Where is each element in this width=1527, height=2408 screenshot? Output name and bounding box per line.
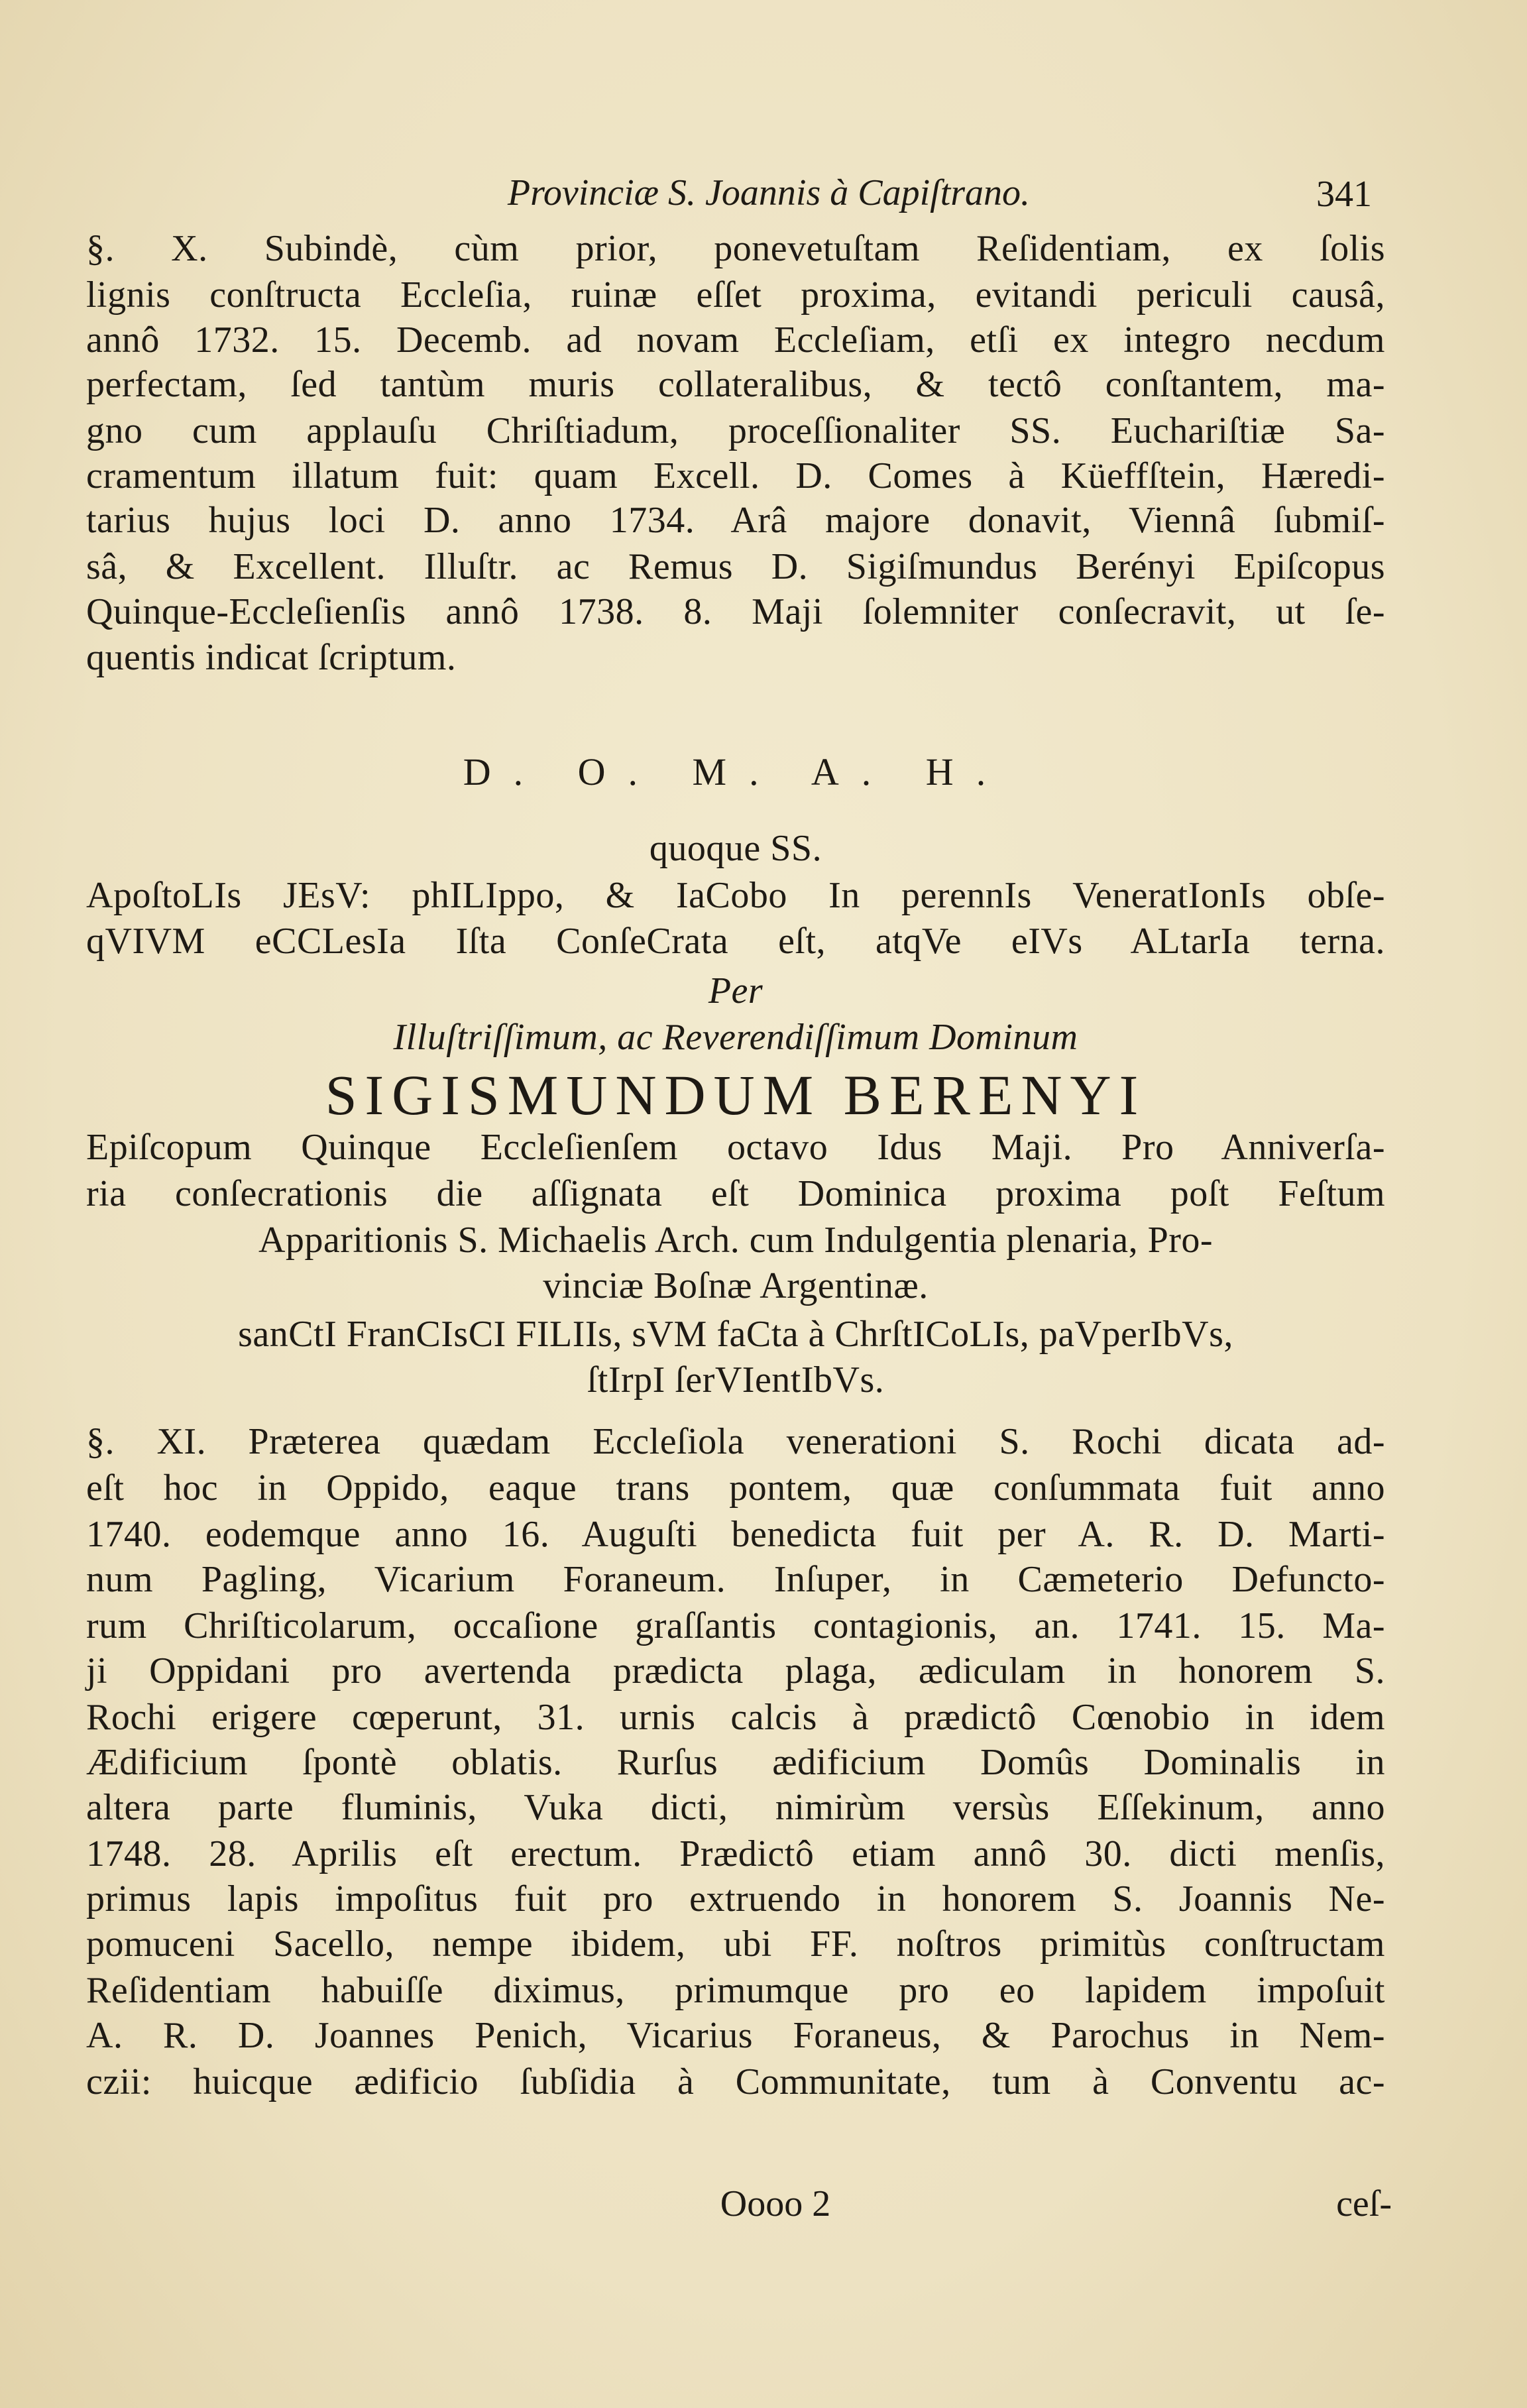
text-line: D. O. M. A. H. xyxy=(463,750,1009,793)
page-number: 341 xyxy=(1316,174,1372,215)
text-line: quentis indicat ſcriptum. xyxy=(86,637,457,678)
text-line: Reſidentiam habuiſſe diximus, primumque pro eo lapidem impoſuit xyxy=(86,1970,1385,2011)
text-line: 1740. eodemque anno 16. Auguſti benedicta fuit per A. R. D. Marti- xyxy=(86,1514,1385,1555)
text-line: altera parte fluminis, Vuka dicti, nimirùm versùs Eſſekinum, anno xyxy=(86,1787,1385,1828)
text-line: gno cum applauſu Chriſtiadum, proceſſionaliter SS. Euchariſtiæ Sa- xyxy=(86,410,1385,451)
text-line: SIGISMUNDUM BERENYI xyxy=(325,1063,1147,1127)
text-line: vinciæ Boſnæ Argentinæ. xyxy=(543,1265,929,1306)
text-line: A. R. D. Joannes Penich, Vicarius Foraneus, & Parochus in Nem- xyxy=(86,2015,1385,2056)
text-line: ria conſecrationis die aſſignata eſt Dominica proxima poſt Feſtum xyxy=(86,1173,1385,1214)
running-title: Provinciæ S. Joannis à Capiſtrano. xyxy=(507,172,1031,213)
text-line: Rochi erigere cœperunt, 31. urnis calcis à prædictô Cœnobio in idem xyxy=(86,1697,1385,1738)
text-line: sanCtI FranCIsCI FILIIs, sVM faCta à ChrſtICoLIs, paVperIbVs, xyxy=(238,1314,1233,1355)
text-line: ſtIrpI ſerVIentIbVs. xyxy=(587,1359,885,1401)
text-line: Illuſtriſſimum, ac Reverendiſſimum Dominum xyxy=(393,1017,1078,1058)
text-line: Ædificium ſpontè oblatis. Rurſus ædificium Domûs Dominalis in xyxy=(86,1742,1385,1783)
text-line: eſt hoc in Oppido, eaque trans pontem, quæ conſummata fuit anno xyxy=(86,1467,1385,1509)
text-line: §. XI. Præterea quædam Eccleſiola venerationi S. Rochi dicata ad- xyxy=(86,1421,1385,1462)
text-line: Per xyxy=(708,970,764,1011)
text-line: perfectam, ſed tantùm muris collateralibus, & tectô conſtantem, ma- xyxy=(86,364,1385,405)
text-line: qVIVM eCCLesIa Iſta ConſeCrata eſt, atqVe eIVs ALtarIa terna. xyxy=(86,921,1385,962)
text-line: 1748. 28. Aprilis eſt erectum. Prædictô etiam annô 30. dicti menſis, xyxy=(86,1833,1385,1874)
text-line: §. X. Subindè, cùm prior, ponevetuſtam Reſidentiam, ex ſolis xyxy=(86,228,1385,269)
text-line: lignis conſtructa Eccleſia, ruinæ eſſet proxima, evitandi periculi causâ, xyxy=(86,274,1385,315)
text-line: cramentum illatum fuit: quam Excell. D. Comes à Küeffſtein, Hæredi- xyxy=(86,455,1385,496)
text-line: Apparitionis S. Michaelis Arch. cum Indulgentia plenaria, Pro- xyxy=(258,1220,1214,1261)
catchword: ceſ- xyxy=(1336,2183,1392,2224)
text-line: primus lapis impoſitus fuit pro extruendo in honorem S. Joannis Ne- xyxy=(86,1878,1385,1920)
text-line: annô 1732. 15. Decemb. ad novam Eccleſiam, etſi ex integro necdum xyxy=(86,319,1385,361)
text-line: czii: huicque ædificio ſubſidia à Communitate, tum à Conventu ac- xyxy=(86,2061,1385,2102)
text-line: sâ, & Excellent. Illuſtr. ac Remus D. Sigiſmundus Berényi Epiſcopus xyxy=(86,546,1385,587)
text-line: tarius hujus loci D. anno 1734. Arâ majore donavit, Viennâ ſubmiſ- xyxy=(86,500,1385,541)
text-line: quoque SS. xyxy=(649,828,822,869)
text-line: ji Oppidani pro avertenda prædicta plaga, ædiculam in honorem S. xyxy=(86,1650,1385,1691)
text-line: Epiſcopum Quinque Eccleſienſem octavo Idus Maji. Pro Anniverſa- xyxy=(86,1127,1385,1168)
text-line: num Pagling, Vicarium Foraneum. Inſuper, in Cæmeterio Defuncto- xyxy=(86,1559,1385,1600)
text-line: ApoſtoLIs JEsV: phILIppo, & IaCobo In perennIs VeneratIonIs obſe- xyxy=(86,875,1385,916)
text-line: Quinque-Eccleſienſis annô 1738. 8. Maji ſolemniter conſecravit, ut ſe- xyxy=(86,591,1385,632)
signature-mark: Oooo 2 xyxy=(720,2183,831,2224)
text-line: rum Chriſticolarum, occaſione graſſantis contagionis, an. 1741. 15. Ma- xyxy=(86,1605,1385,1646)
text-line: pomuceni Sacello, nempe ibidem, ubi FF. noſtros primitùs conſtructam xyxy=(86,1923,1385,1965)
